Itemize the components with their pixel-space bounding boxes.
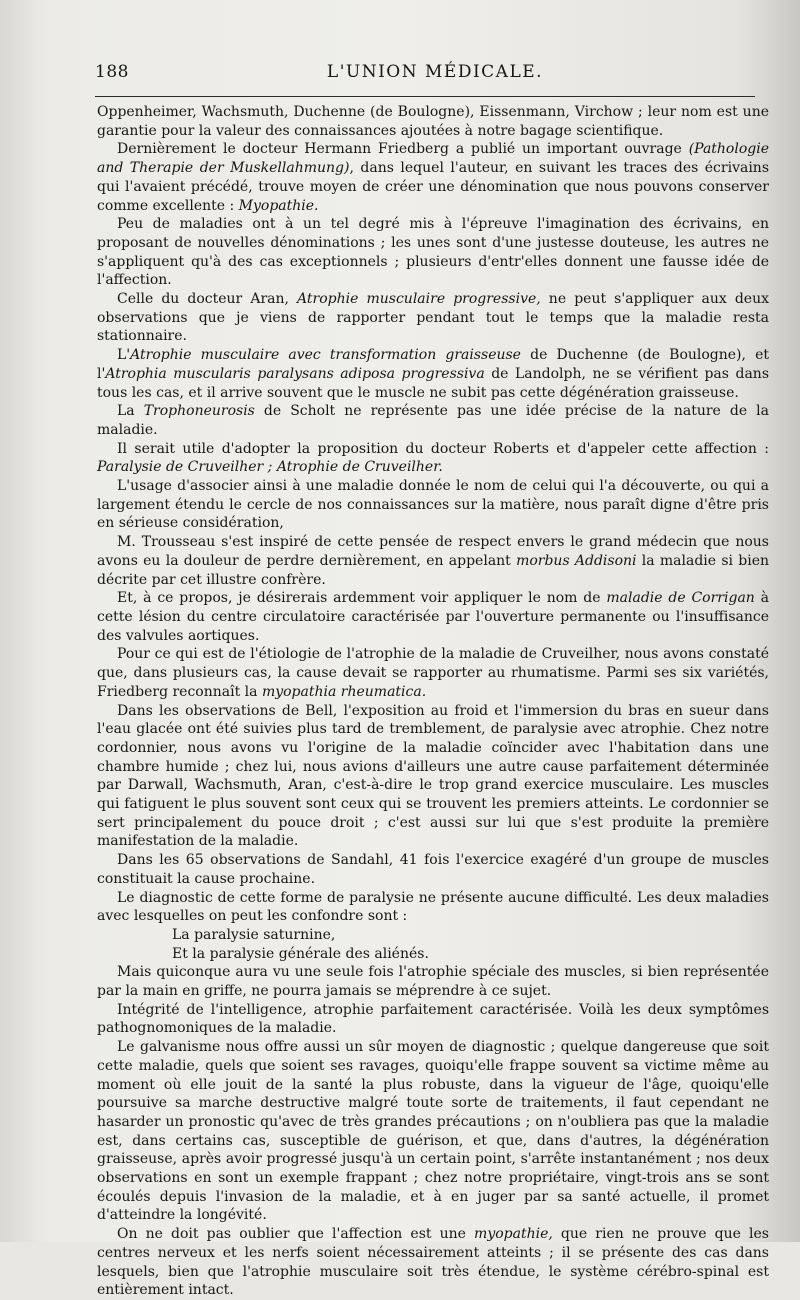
text-run: Le diagnostic de cette forme de paralysie ne présente aucune difficulté. Les deux maladies avec lesquelles on peut les confondre sont : [97,889,769,925]
text-run: à cette lésion du centre circulatoire caractérisée par l'ouverture permanente ou l'insuffisance des valvules aortiques. [97,590,769,644]
paragraph [97,477,769,533]
page-header [95,62,755,88]
text-run: La [117,403,144,420]
text-run: Mais quiconque aura vu une seule fois l'atrophie spéciale des muscles, si bien représentée par la main en griffe, ne pourra jamais se méprendre à ce sujet. [97,964,769,1000]
list-item [97,926,769,945]
paragraph [97,215,769,290]
paragraph [97,645,769,701]
italic-text: myopathie, [474,1226,553,1243]
paragraph [97,1038,769,1225]
paragraph [97,851,769,888]
italic-text: Myopathie. [238,197,319,214]
list-item [97,945,769,964]
text-run: que rien ne prouve que les centres nerveux et les nerfs soient nécessairement atteints ; il se présente des cas dans lesquels, bien que l'atrophie musculaire soit très étendue, le système cérébro-spinal est entièrement intact. [97,1226,769,1299]
text-run: de Duchenne (de Boulogne), et l' [97,347,770,382]
paragraph [97,702,769,852]
text-run: la maladie si bien décrite par cet illustre confrère. [97,552,769,588]
italic-text: maladie de Corrigan [606,590,755,607]
italic-text: Atrophie musculaire avec transformation graisseuse [130,347,521,364]
text-run: , dans lequel l'auteur, en suivant les traces des écrivains qui l'avaient précédé, trouve moyen de créer une dénomination que nous pouvons conserver comme excellente : [97,160,770,214]
text-run: Oppenheimer, Wachsmuth, Duchenne (de Boulogne), Eissenmann, Virchow ; leur nom est une garantie pour la valeur des connaissances ajoutées à notre bagage scientifique. [97,104,769,139]
paragraph [97,533,769,589]
text-run: Intégrité de l'intelligence, atrophie parfaitement caractérisée. Voilà les deux symptômes pathognomoniques de la maladie. [97,1001,769,1037]
italic-text: morbus Addisoni [516,552,637,569]
text-run: Dans les 65 observations de Sandahl, 41 fois l'exercice exagéré d'un groupe de muscles constituait la cause prochaine. [97,852,769,887]
text-run: L'usage d'associer ainsi à une maladie donnée le nom de celui qui l'a découverte, ou qui a largement étendu le cercle de nos connaissances sur la matière, nous paraît digne d'être pris en sérieuse considération, [97,478,769,532]
text-run: Et, à ce propos, je désirerais ardemment voir appliquer le nom de [117,590,607,607]
text-run: Pour ce qui est de l'étiologie de l'atrophie de la maladie de Cruveilher, nous avons constaté que, dans plusieurs cas, la cause devait se rapporter au rhumatisme. Parmi ses six variétés, Friedberg reconnaît la [97,646,769,700]
paragraph [97,889,769,926]
italic-text: (Pathologie and Therapie der Muskellahmung) [97,141,769,177]
article-body [97,103,769,1300]
page-number: 188 [95,62,129,82]
paragraph [97,290,769,346]
text-run: ne peut s'appliquer aux deux observations que je viens de rapporter pendant tout le temps que la maladie resta stationnaire. [97,291,769,345]
paragraph [97,1225,769,1300]
text-run: Le galvanisme nous offre aussi un sûr moyen de diagnostic ; quelque dangereuse que soit cette maladie, quels que soient ses ravages, quoiqu'elle frappe souvent sa victime même au moment où elle jouit de la santé la plus robuste, dans la vigueur de l'âge, quoiqu'elle poursuive sa marche destructive malgré toute sorte de traitements, il faut cependant ne hasarder un pronostic qu'avec de très grandes précautions ; on n'oubliera pas que la maladie est, dans certains cas, susceptible de guérison, et que, dans d'autres, la dégénération graisseuse, après avoir progressé jusqu'à un certain point, s'arrête instantanément ; nos deux observations en sont un exemple frappant ; chez notre propriétaire, vingt-trois ans se sont écoulés depuis l'invasion de la maladie, et à en juger par sa santé actuelle, il promet d'atteindre la longévité. [97,1039,769,1224]
italic-text: Trophoneurosis [143,403,255,420]
paragraph [97,440,769,477]
text-run: Peu de maladies ont à un tel degré mis à l'épreuve l'imagination des écrivains, en proposant de nouvelles dénominations ; les unes sont d'une justesse douteuse, les autres ne s'appliquent qu'à des cas exceptionnels ; plusieurs d'entr'elles donnent une fausse idée de l'affection. [97,216,769,289]
header-rule [95,96,755,97]
italic-text: Atrophie musculaire progressive, [297,291,541,308]
text-run: de Landolph, ne se vérifient pas dans tous les cas, et il arrive souvent que le muscle ne subit pas cette dégénération graisseuse. [97,365,770,401]
text-run: M. Trousseau s'est inspiré de cette pensée de respect envers le grand médecin que nous avons eu la douleur de perdre dernièrement, en appelant [97,534,769,569]
text-run: Et la paralysie générale des aliénés. [172,945,429,962]
text-run: Il serait utile d'adopter la proposition du docteur Roberts et d'appeler cette affection : [117,440,769,457]
text-run: La paralysie saturnine, [172,926,336,943]
text-run: Celle du docteur Aran, [117,291,298,308]
paragraph [97,103,769,140]
text-run: Dernièrement le docteur Hermann Friedberg a publié un important ouvrage [117,141,689,158]
text-run: Dans les observations de Bell, l'exposition au froid et l'immersion du bras en sueur dans l'eau glacée ont été suivies plus tard de tremblement, de paralysie avec atrophie. Chez notre cordonnier, nous avons vu l'origine de la maladie coïncider avec l'habitation dans une chambre humide ; chez lui, nous avions d'ailleurs une autre cause parfaitement déterminée par Darwall, Wachsmuth, Aran, c'est-à-dire le trop grand exercice musculaire. Les muscles qui fatiguent le plus souvent sont ceux qui se trouvent les premiers atteints. Le cordonnier se sert principalement du pouce droit ; c'est aussi sur lui que s'est produite la première manifestation de la maladie. [97,702,769,850]
text-run: On ne doit pas oublier que l'affection est une [117,1226,475,1243]
paragraph [97,1001,769,1038]
text-run: de Scholt ne représente pas une idée précise de la nature de la maladie. [97,403,770,438]
journal-title: L'UNION MÉDICALE. [326,62,544,82]
italic-text: Paralysie de Cruveilher ; Atrophie de Cruveilher. [97,459,443,476]
paragraph [97,589,769,645]
italic-text: Atrophia muscularis paralysans adiposa progressiva [105,365,485,382]
paragraph [97,346,769,402]
text-run: L' [117,347,131,364]
paragraph [97,402,769,439]
paragraph [97,963,769,1000]
paragraph [97,140,769,215]
italic-text: myopathia rheumatica. [261,683,427,700]
